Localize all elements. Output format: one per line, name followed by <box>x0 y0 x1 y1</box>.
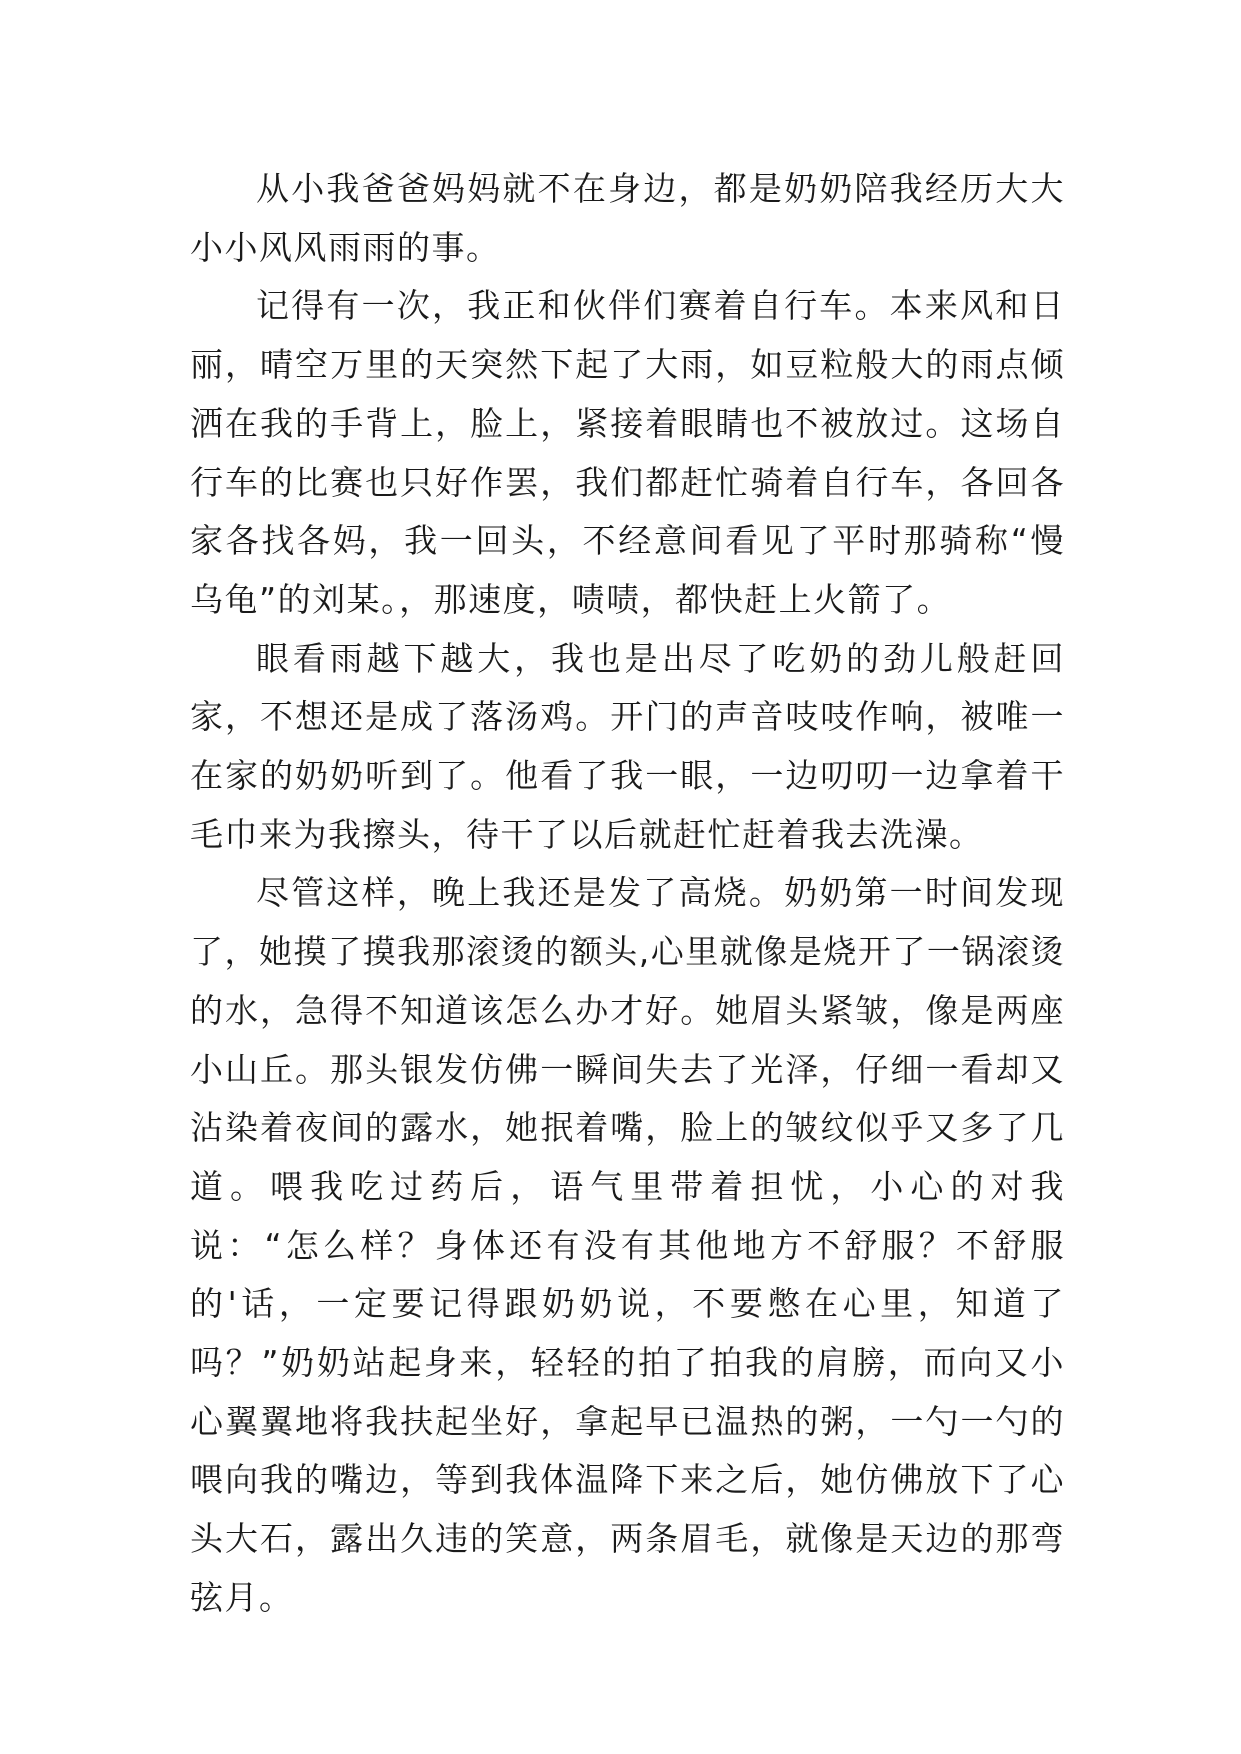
paragraph-2: 记得有一次，我正和伙伴们赛着自行车。本来风和日丽，晴空万里的天突然下起了大雨，如豆粒般大的雨点倾洒在我的手背上，脸上，紧接着眼睛也不被放过。这场自行车的比赛也只好作罢，我们都赶忙骑着自行车，各回各家各找各妈，我一回头，不经意间看见了平时那骑称“慢乌龟”的刘某。，那速度，啧啧，都快赶上火箭了。 <box>190 286 1065 619</box>
paragraph-3: 眼看雨越下越大，我也是出尽了吃奶的劲儿般赶回家，不想还是成了落汤鸡。开门的声音吱吱作响，被唯一在家的奶奶听到了。他看了我一眼，一边叨叨一边拿着干毛巾来为我擦头，待干了以后就赶忙赶着我去洗澡。 <box>190 638 1065 854</box>
paragraph-1: 从小我爸爸妈妈就不在身边，都是奶奶陪我经历大大小小风风雨雨的事。 <box>190 169 1065 267</box>
essay-body <box>190 160 1065 1628</box>
paragraph-4: 尽管这样，晚上我还是发了高烧。奶奶第一时间发现了，她摸了摸我那滚烫的额头,心里就像是烧开了一锅滚烫的水，急得不知道该怎么办才好。她眉头紧皱，像是两座小山丘。那头银发仿佛一瞬间失去了光泽，仔细一看却又沾染着夜间的露水，她抿着嘴，脸上的皱纹似乎又多了几道。喂我吃过药后，语气里带着担忧，小心的对我说：“怎么样？身体还有没有其他地方不舒服？不舒服的'话，一定要记得跟奶奶说，不要憋在心里，知道了吗？”奶奶站起身来，轻轻的拍了拍我的肩膀，而向又小心翼翼地将我扶起坐好，拿起早已温热的粥，一勺一勺的喂向我的嘴边，等到我体温降下来之后，她仿佛放下了心头大石，露出久违的笑意，两条眉毛，就像是天边的那弯弦月。 <box>190 873 1065 1617</box>
